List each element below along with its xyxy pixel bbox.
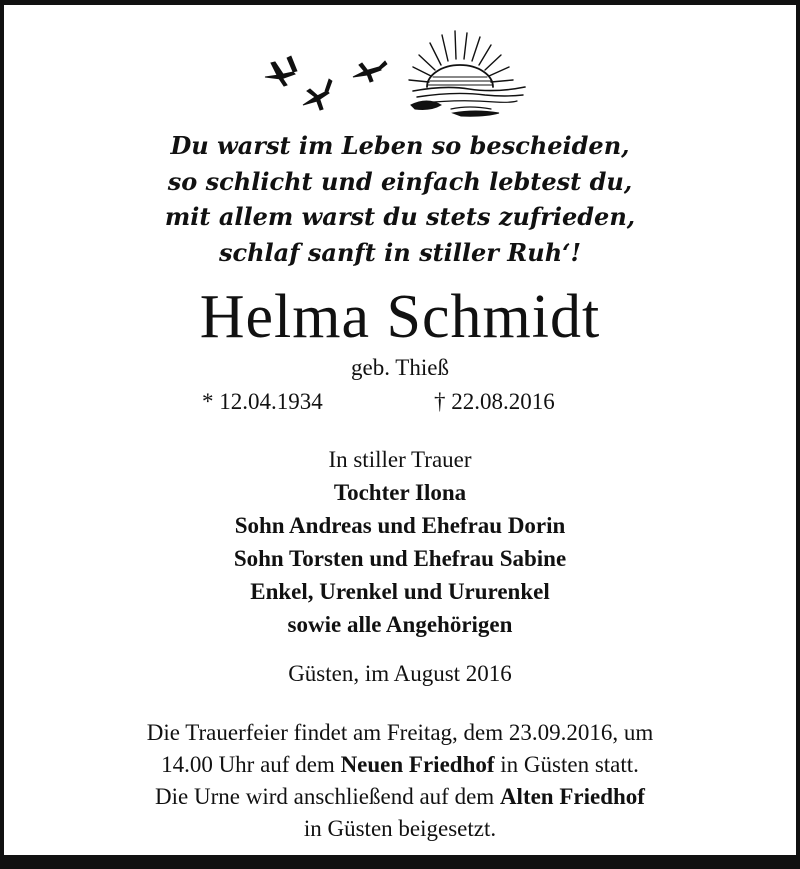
cemetery-name-old: Alten Friedhof (499, 784, 645, 809)
mourner-line: Tochter Ilona (333, 480, 467, 505)
birds-and-sunset-illustration (255, 25, 535, 120)
place-and-date: Güsten, im August 2016 (288, 661, 512, 686)
mourning-intro: In stiller Trauer (328, 447, 472, 472)
birth-date: * 12.04.1934 (202, 389, 323, 414)
ceremony-text: in Güsten statt. (494, 752, 639, 777)
deceased-name: Helma Schmidt (199, 283, 601, 351)
ceremony-line-3 (0, 781, 800, 813)
ceremony-text: 14.00 Uhr auf dem (161, 752, 341, 777)
poem-line: schlaf sanft in stiller Ruh‘! (218, 237, 582, 267)
ceremony-text: Die Urne wird anschließend auf dem (155, 784, 500, 809)
poem-line: Du warst im Leben so bescheiden, (170, 131, 630, 160)
mourner-line: Sohn Andreas und Ehefrau Dorin (234, 513, 566, 538)
death-date: † 22.08.2016 (434, 389, 555, 414)
ceremony-line-2 (0, 749, 800, 781)
mourners-section (0, 443, 800, 641)
ceremony-line-1: Die Trauerfeier findet am Freitag, dem 23.09.2016, um (146, 720, 654, 745)
memorial-poem (0, 128, 800, 270)
poem-line: so schlicht und einfach lebtest du, (167, 166, 633, 196)
flying-birds-icon (265, 56, 387, 110)
mourner-line: Enkel, Urenkel und Ururenkel (250, 579, 550, 604)
funeral-details (0, 717, 800, 845)
poem-line: mit allem warst du stets zufrieden, (164, 202, 636, 231)
birth-name: geb. Thieß (351, 355, 449, 380)
mourner-line: sowie alle Angehörigen (287, 612, 513, 637)
ceremony-line-4: in Güsten beigesetzt. (303, 816, 497, 841)
setting-sun-icon (409, 31, 525, 116)
mourner-line: Sohn Torsten und Ehefrau Sabine (233, 546, 567, 571)
cemetery-name-new: Neuen Friedhof (340, 752, 495, 777)
